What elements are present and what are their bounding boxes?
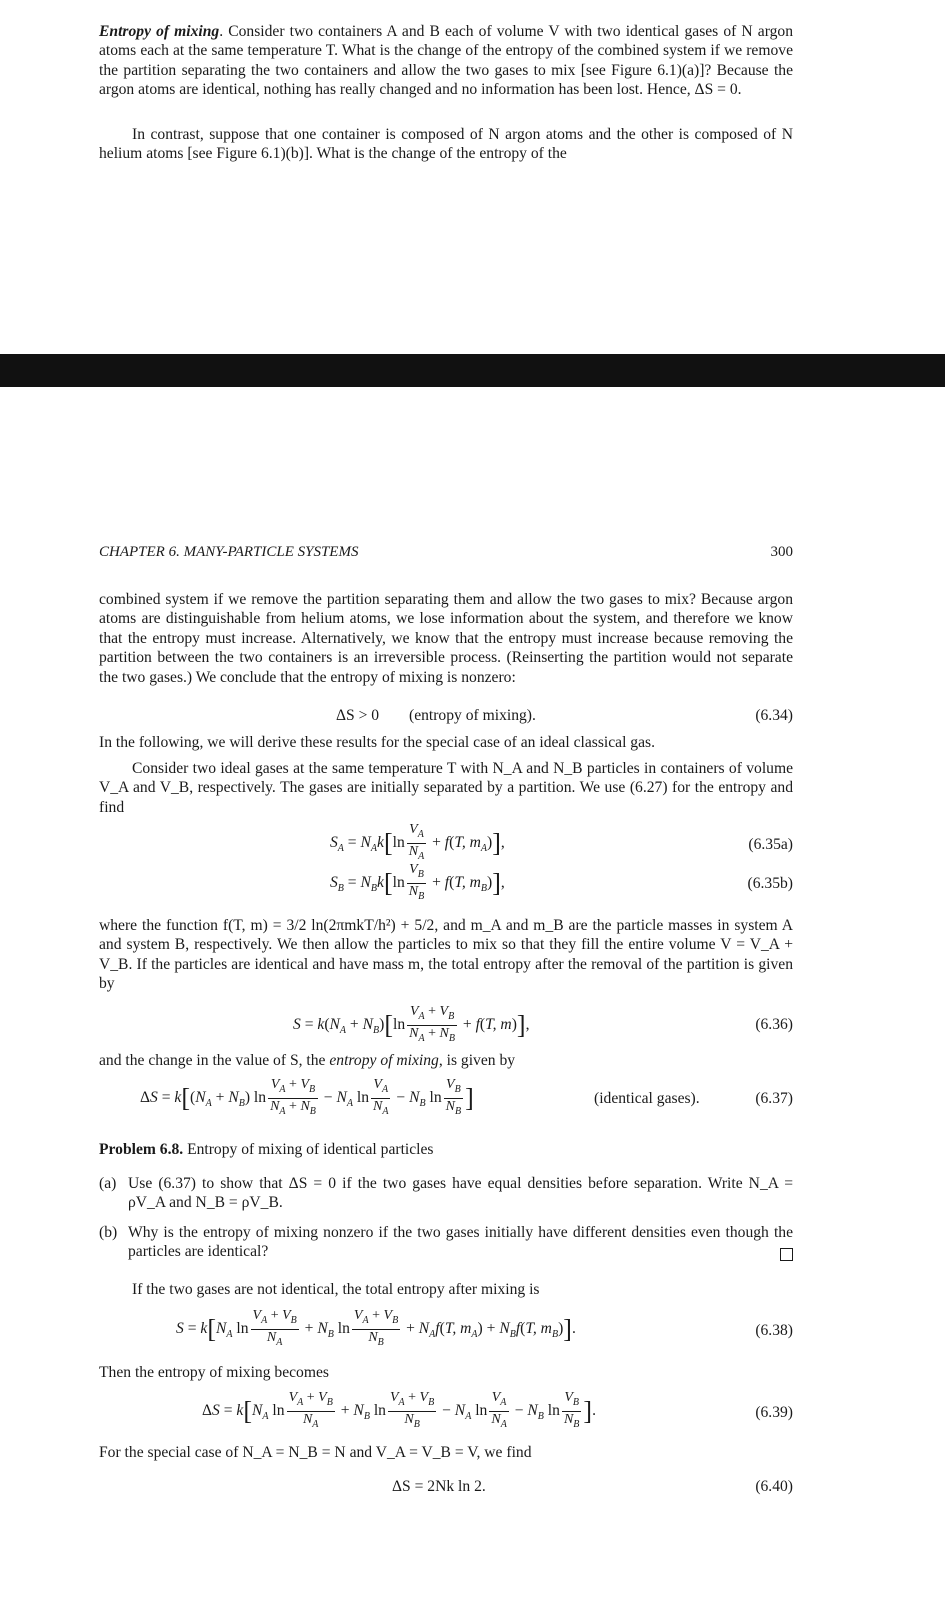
- problem-label: Problem 6.8.: [99, 1141, 184, 1158]
- equation-6-35a: $S_A = N_Ak[\ln$ $\frac{V_A}{N_A}$ + f(T, $m_A$)],: [330, 822, 505, 862]
- paragraph-lead: Entropy of mixing: [99, 23, 220, 40]
- paragraph-combined-system: combined system if we remove the partition separating them and allow the two gases to mix? Because argon atoms are distinguishable from helium atoms, we lose information about the system, and therefore we know that the entropy must increase. Alternatively, we know that the entropy must increase because removing the partition between the two containers is an irreversible process. (Reinserting the partition would not separate the two gases.) We conclude that the entropy of mixing is nonzero:: [99, 591, 793, 686]
- equation-6-38: $S = k[N_A$ ln $\frac{V_A + V_B}{N_A}$ + $N_B$ ln $\frac{V_A + V_B}{N_B}$ + $N_Af(T$, $m_A) + N_Bf(T$, $m_B$)].: [176, 1308, 576, 1348]
- paragraph-function-f: where the function f(T, m) = 3/2 ln(2πmkT/h²) + 5/2, and m_A and m_B are the particle masses in system A and system B, respectively. We then allow the particles to mix so that they fill the entire volume V = V_A + V_B. If the particles are identical and have mass m, the total entropy after the removal of the partition is given by: [99, 917, 793, 993]
- page-divider-band: [0, 354, 945, 387]
- text: , is given by: [438, 1052, 516, 1069]
- equation-text: ΔS > 0: [336, 707, 380, 724]
- equation-number: (6.35b): [747, 875, 793, 892]
- equation-number: (6.39): [755, 1404, 793, 1421]
- problem-heading: [99, 1140, 793, 1159]
- item-text: Why is the entropy of mixing nonzero if the two gases initially have different densities even though the particles are identical?: [128, 1224, 793, 1261]
- emphasis: entropy of mixing: [329, 1052, 439, 1069]
- item-label: (a): [99, 1175, 117, 1192]
- paragraph-entropy-of-mixing: [99, 22, 793, 100]
- paragraph-contrast: [99, 125, 793, 164]
- paragraph-text: In contrast, suppose that one container is composed of N argon atoms and the other is composed of N helium atoms [see Figure 6.1)(b)]. What is the change of the entropy of the: [99, 126, 793, 163]
- paragraph-following: In the following, we will derive these results for the special case of an ideal classical gas.: [99, 734, 655, 751]
- paragraph-not-identical: If the two gases are not identical, the total entropy after mixing is: [132, 1281, 540, 1298]
- equation-6-40: ΔS = 2Nk ln 2.: [392, 1478, 486, 1495]
- paragraph-change-in-s: [99, 1051, 793, 1070]
- equation-number: (6.35a): [748, 836, 793, 853]
- paragraph-then: Then the entropy of mixing becomes: [99, 1364, 329, 1381]
- paragraph-special-case: For the special case of N_A = N_B = N and V_A = V_B = V, we find: [99, 1444, 532, 1461]
- equation-6-37: $\Delta S = k[(N_A + N_B)$ ln $\frac{V_A + V_B}{N_A + N_B}$ − $N_A$ ln $\frac{V_A}{N_A}$ − $N_B$ ln $\frac{V_B}{N_B}$ ]: [140, 1077, 474, 1117]
- paragraph-text: . Consider two containers A and B each of volume V with two identical gases of N argon atoms each at the same temperature T. What is the change of the entropy of the combined system if we remove the partition separating the two containers and allow the two gases to mix [see Figure 6.1)(a)]? Because the argon atoms are identical, nothing has really changed and no information has been lost. Hence, ΔS = 0.: [99, 23, 793, 99]
- item-text: Use (6.37) to show that ΔS = 0 if the two gases have equal densities before separation. Write N_A = ρV_A and N_B = ρV_B.: [128, 1175, 793, 1212]
- problem-item-a: [99, 1174, 793, 1214]
- end-of-problem-box-icon: [780, 1248, 793, 1261]
- paragraph-ideal-gases: Consider two ideal gases at the same temperature T with N_A and N_B particles in containers of volume V_A and V_B, respectively. The gases are initially separated by a partition. We use (6.27) for the entropy and find: [99, 760, 793, 816]
- equation-6-34: [336, 707, 536, 725]
- equation-number: (6.40): [755, 1478, 793, 1495]
- page-number: 300: [770, 544, 793, 560]
- item-label: (b): [99, 1224, 118, 1241]
- equation-number: (6.36): [755, 1016, 793, 1033]
- equation-note: (identical gases).: [594, 1090, 700, 1107]
- problem-title: Entropy of mixing of identical particles: [187, 1141, 434, 1158]
- equation-6-35b: $S_B = N_Bk[\ln$ $\frac{V_B}{N_B}$ + f(T, $m_B$)],: [330, 862, 505, 902]
- equation-note: (entropy of mixing).: [409, 707, 536, 724]
- equation-number: (6.38): [755, 1322, 793, 1339]
- equation-number: (6.37): [755, 1090, 793, 1107]
- problem-item-b: [99, 1223, 793, 1263]
- equation-6-36: $S = k(N_A + N_B)[\ln$ $\frac{V_A + V_B}{N_A + N_B}$ + f(T, m)],: [293, 1004, 530, 1044]
- equation-number: (6.34): [755, 707, 793, 724]
- text: and the change in the value of S, the: [99, 1052, 330, 1069]
- chapter-header: CHAPTER 6. MANY-PARTICLE SYSTEMS: [99, 544, 359, 560]
- equation-6-39: $\Delta S = k[N_A$ ln $\frac{V_A + V_B}{N_A}$ + $N_B$ ln $\frac{V_A + V_B}{N_B}$ − $N_A$ ln $\frac{V_A}{N_A}$ − $N_B$ ln $\frac{V_B}{N_B}$ ].: [202, 1390, 596, 1430]
